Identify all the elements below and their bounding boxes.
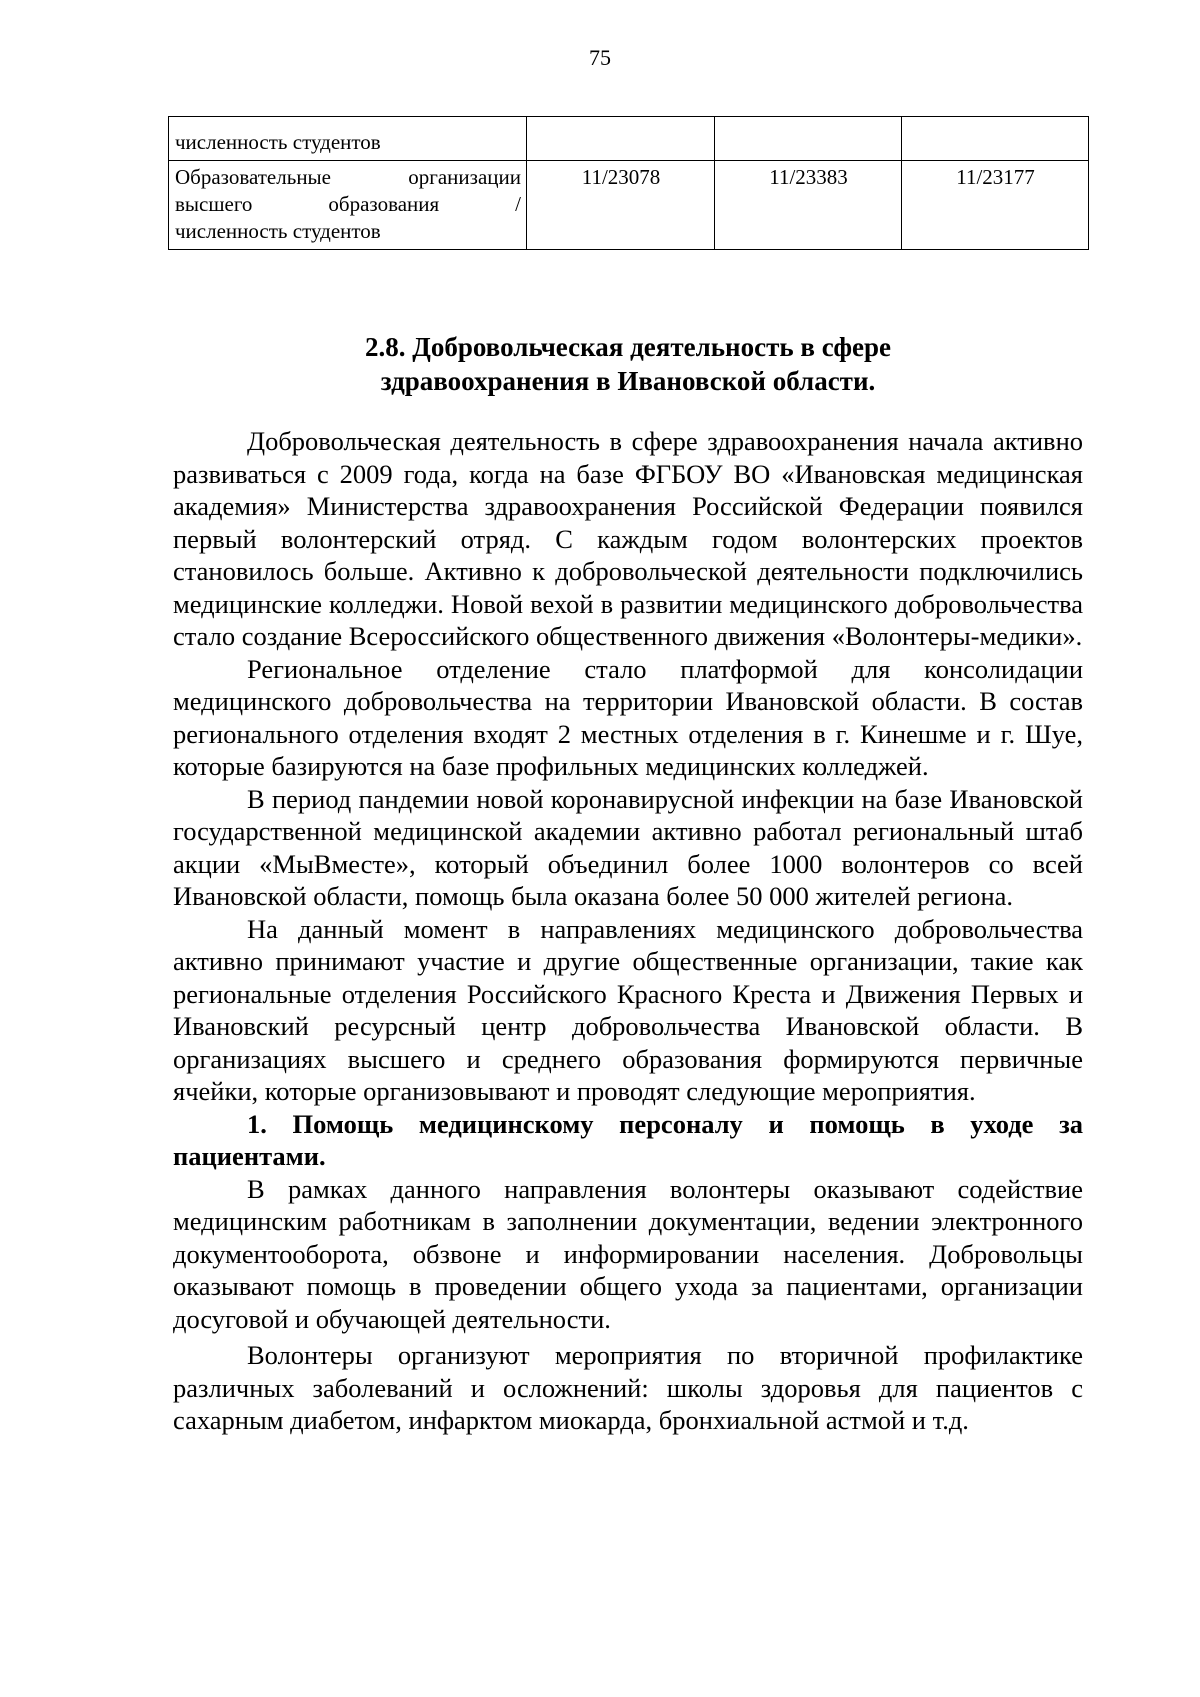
table-cell-value: 11/23177 [902,161,1089,250]
paragraph: В период пандемии новой коронавирусной инфекции на базе Ивановской государственной медицинской академии активно работал региональный штаб акции «МыВместе», который объединил более 1000 волонтеров со всей Ивановской области, помощь была оказана более 50 000 жителей региона. [173,783,1083,911]
label-line-2 [175,191,521,218]
label-word: / [515,192,521,216]
section-heading [168,330,1088,398]
table-cell-value [715,117,902,161]
table-row [169,161,1089,250]
label-line-3: численность студентов [175,219,381,243]
label-word: образования [328,192,440,216]
table-cell-value [527,117,715,161]
label-line-1 [175,164,521,191]
label-word: высшего [175,192,253,216]
paragraph: На данный момент в направлениях медицинского добровольчества активно принимают участие и другие общественные организации, такие как региональные отделения Российского Красного Креста и Движения Первых и Ивановский ресурсный центр добровольчества Ивановской области. В организациях высшего и среднего образования формируются первичные ячейки, которые организовывают и проводят следующие мероприятия. [173,913,1083,1106]
page-number: 75 [589,45,611,70]
label-word: Образовательные [175,165,331,189]
table-cell-value: 11/23383 [715,161,902,250]
label-word: организации [408,165,521,189]
heading-line-1: 2.8. Добровольческая деятельность в сфере [365,332,891,362]
table-cell-label [169,161,527,250]
paragraph: Региональное отделение стало платформой для консолидации медицинского добровольчества на территории Ивановской области. В состав регионального отделения входят 2 местных отделения в г. Кинешме и г. Шуе, которые базируются на базе профильных медицинских колледжей. [173,653,1083,781]
paragraph: Добровольческая деятельность в сфере здравоохранения начала активно развиваться с 2009 года, когда на базе ФГБОУ ВО «Ивановская медицинская академия» Министерства здравоохранения Российской Федерации появился первый волонтерский отряд. С каждым годом волонтерских проектов становилось больше. Активно к добровольческой деятельности подключились медицинские колледжи. Новой вехой в развитии медицинского добровольчества стало создание Всероссийского общественного движения «Волонтеры-медики». [173,426,1083,651]
table-cell-value: 11/23078 [527,161,715,250]
table-cell-label: численность студентов [169,117,527,161]
table-cell-value [902,117,1089,161]
paragraph: Волонтеры организуют мероприятия по вторичной профилактике различных заболеваний и осложнений: школы здоровья для пациентов с сахарным диабетом, инфарктом миокарда, бронхиальной астмой и т.д. [173,1340,1083,1435]
statistics-table [168,116,1089,250]
table-row [169,117,1089,161]
paragraph: В рамках данного направления волонтеры оказывают содействие медицинским работникам в заполнении документации, ведении электронного документооборота, обзвоне и информировании населения. Добровольцы оказывают помощь в проведении общего ухода за пациентами, организации досуговой и обучающей деятельности. [173,1173,1083,1334]
bold-subheading: 1. Помощь медицинскому персоналу и помощь в уходе за пациентами. [173,1108,1083,1171]
body-text [173,421,1083,1437]
heading-line-2: здравоохранения в Ивановской области. [380,366,876,396]
